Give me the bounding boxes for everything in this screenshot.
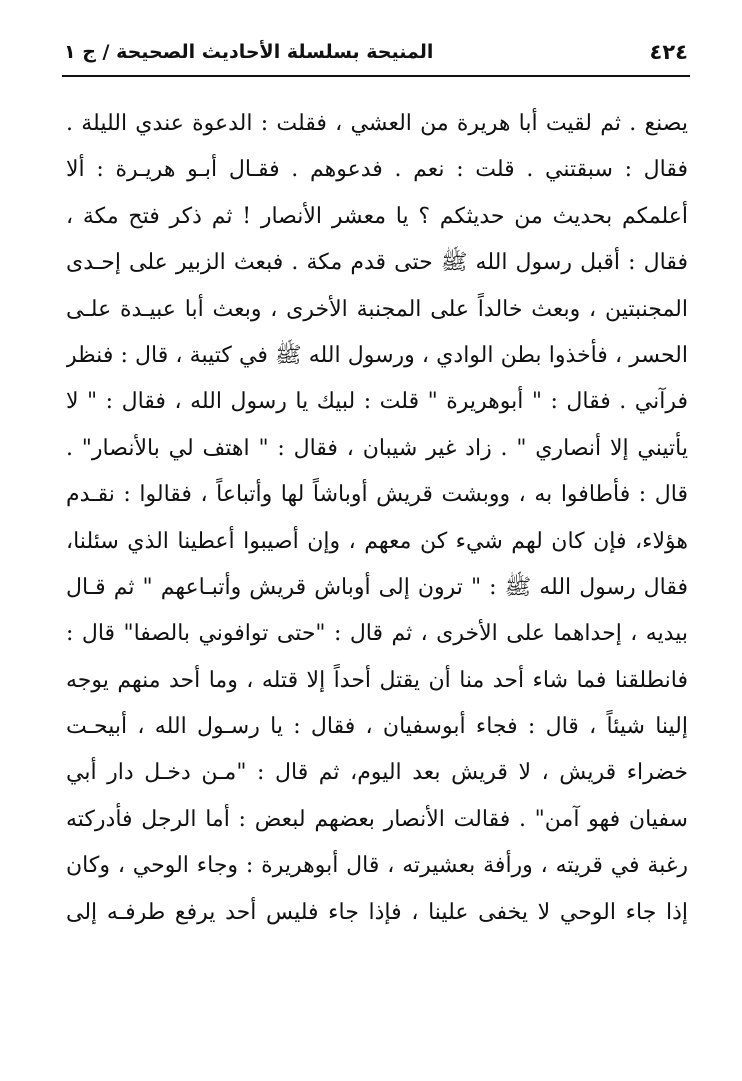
page-number: ٤٢٤ xyxy=(649,40,688,64)
text-line: فقال : أقبل رسول الله ﷺ حتى قدم مكة . فبعث الزبير على إحـدى xyxy=(66,250,688,276)
text-line: فرآني . فقال : " أبوهريرة " قلت : لبيك يا رسول الله ، فقال : " لا xyxy=(66,389,688,415)
text-line: خضراء قريش ، لا قريش بعد اليوم، ثم قال : "مـن دخـل دار أبي xyxy=(66,760,688,786)
text-line: قال : فأطافوا به ، ووبشت قريش أوباشاً لها وأتباعاً ، فقالوا : نقـدم xyxy=(66,482,688,508)
text-line: سفيان فهو آمن" . فقالت الأنصار بعضهم لبعض : أما الرجل فأدركته xyxy=(66,806,688,832)
text-line: المجنبتين ، وبعث خالداً على المجنبة الأخرى ، وبعث أبا عبيـدة علـى xyxy=(66,296,688,322)
running-title: المنيحة بسلسلة الأحاديث الصحيحة / ج ١ xyxy=(64,41,434,63)
text-line: هؤلاء، فإن كان لهم شيء كن معهم ، وإن أصيبوا أعطينا الذي سئلنا، xyxy=(66,528,688,554)
text-line: يأتيني إلا أنصاري " . زاد غير شيبان ، فقال : " اهتف لي بالأنصار" . xyxy=(66,435,688,461)
text-line: الحسر ، فأخذوا بطن الوادي ، ورسول الله ﷺ في كتيبة ، قال : فنظر xyxy=(66,342,688,368)
text-line: يصنع . ثم لقيت أبا هريرة من العشي ، فقلت : الدعوة عندي الليلة . xyxy=(66,111,688,136)
text-line: فقال رسول الله ﷺ : " ترون إلى أوباش قريش وأتبـاعهم " ثم قـال xyxy=(66,574,688,600)
header-divider xyxy=(62,75,690,77)
page-header xyxy=(64,32,688,72)
text-line: فقال : سبقتني . قلت : نعم . فدعوهم . فقـال أبـو هريـرة : ألا xyxy=(66,157,688,183)
body-text xyxy=(66,101,688,936)
text-line: أعلمكم بحديث من حديثكم ؟ يا معشر الأنصار ! ثم ذكر فتح مكة ، xyxy=(66,203,688,229)
text-line: بيديه ، إحداهما على الأخرى ، ثم قال : "حتى توافوني بالصفا" قال : xyxy=(66,621,688,647)
text-line: فانطلقنا فما شاء أحد منا أن يقتل أحداً إلا قتله ، وما أحد منهم يوجه xyxy=(66,667,688,693)
text-line: إذا جاء الوحي لا يخفى علينا ، فإذا جاء فليس أحد يرفع طرفـه إلى xyxy=(66,899,688,925)
text-line: رغبة في قريته ، ورأفة بعشيرته ، قال أبوهريرة : وجاء الوحي ، وكان xyxy=(66,853,688,879)
text-line: إلينا شيئاً ، قال : فجاء أبوسفيان ، فقال : يا رسـول الله ، أبيحـت xyxy=(66,714,688,740)
